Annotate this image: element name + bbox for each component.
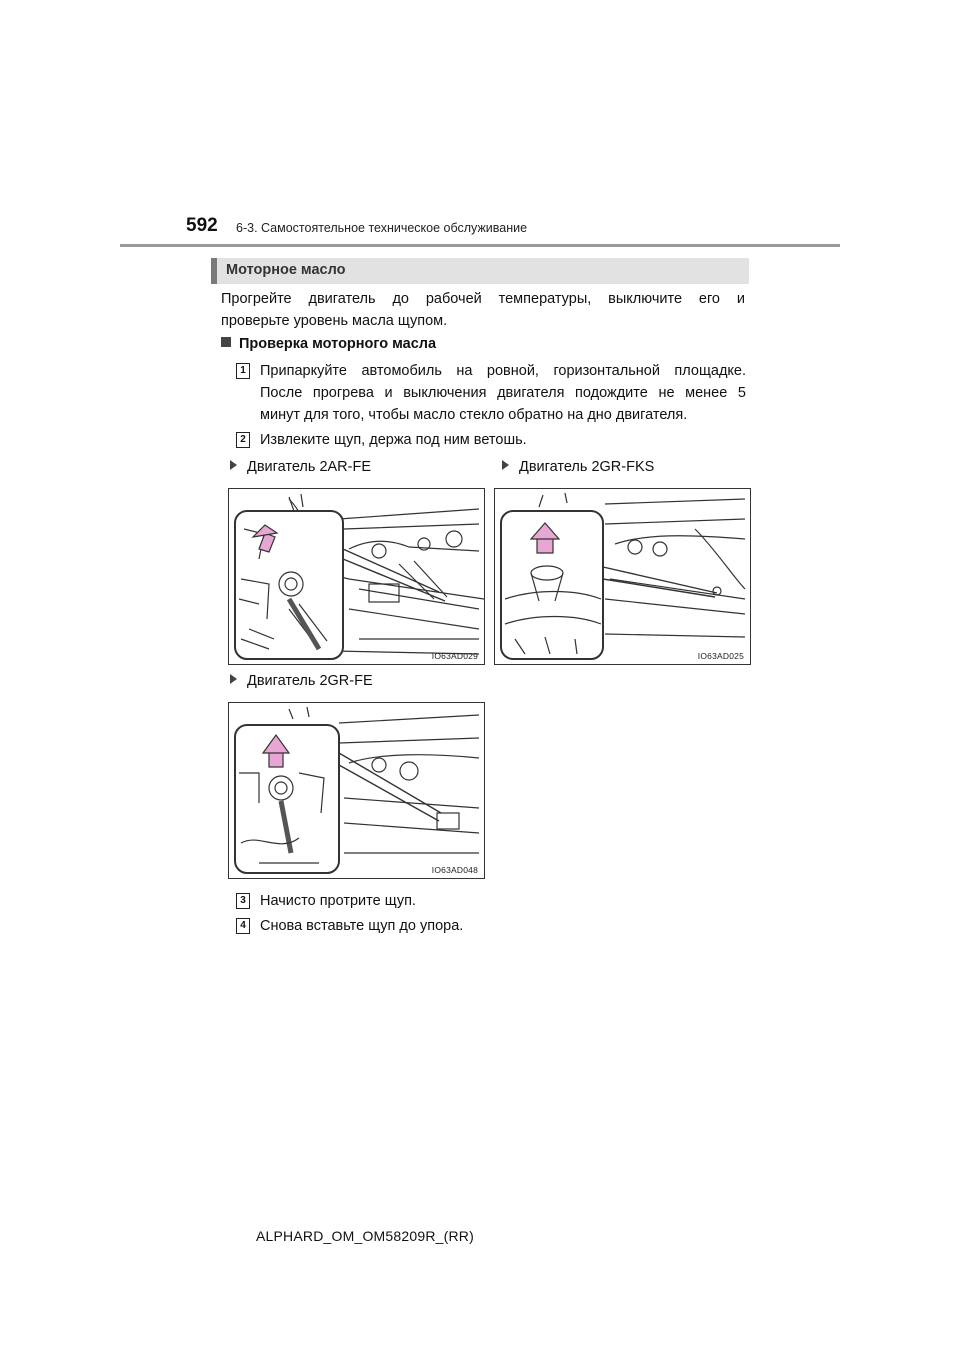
intro-line-2: проверьте уровень масла щупом. — [221, 313, 448, 329]
triangle-bullet-icon — [230, 674, 237, 684]
section-accent — [211, 258, 217, 284]
step-number-2: 2 — [236, 432, 250, 448]
figure-label-text: Двигатель 2GR-FE — [247, 673, 373, 689]
step-number-1: 1 — [236, 363, 250, 379]
step-number-4: 4 — [236, 918, 250, 934]
triangle-bullet-icon — [230, 460, 237, 470]
document-id: ALPHARD_OM_OM58209R_(RR) — [256, 1228, 474, 1244]
figure-code: IO63AD029 — [431, 651, 478, 661]
page-number: 592 — [186, 215, 218, 236]
intro-line-1: Прогрейте двигатель до рабочей температуры, выключите его и — [221, 291, 745, 307]
subsection-title: Проверка моторного масла — [239, 336, 437, 352]
engine-illustration-2gr-fe — [229, 703, 484, 878]
triangle-bullet-icon — [502, 460, 509, 470]
step-number-3: 3 — [236, 893, 250, 909]
figure-2ar-fe — [228, 488, 485, 665]
intro-paragraph — [221, 288, 745, 332]
chapter-title: 6-3. Самостоятельное техническое обслуживание — [236, 221, 528, 235]
figure-label-2ar-fe — [230, 459, 371, 475]
step-3-text: Начисто протрите щуп. — [260, 893, 416, 909]
figure-code: IO63AD048 — [431, 865, 478, 875]
step-1-text — [260, 360, 746, 426]
figure-label-text: Двигатель 2GR-FKS — [519, 459, 655, 475]
step-2-text: Извлеките щуп, держа под ним ветошь. — [260, 432, 527, 448]
section-header — [211, 258, 749, 284]
step-4-text: Снова вставьте щуп до упора. — [260, 918, 464, 934]
step-1-line-2: После прогрева и выключения двигателя подождите не менее 5 — [260, 385, 746, 401]
engine-illustration-2ar-fe — [229, 489, 484, 664]
header-divider — [120, 244, 840, 247]
figure-code: IO63AD025 — [697, 651, 744, 661]
figure-2gr-fks — [494, 488, 751, 665]
figure-label-2gr-fks — [502, 459, 654, 475]
step-1-line-1: Припаркуйте автомобиль на ровной, горизонтальной площадке. — [260, 363, 746, 379]
figure-label-2gr-fe — [230, 673, 373, 689]
square-bullet-icon — [221, 337, 231, 347]
subsection-heading — [221, 336, 436, 352]
step-1-line-3: минут для того, чтобы масло стекло обратно на дно двигателя. — [260, 407, 688, 423]
figure-2gr-fe — [228, 702, 485, 879]
section-title: Моторное масло — [226, 262, 346, 278]
engine-illustration-2gr-fks — [495, 489, 750, 664]
figure-label-text: Двигатель 2AR-FE — [247, 459, 372, 475]
